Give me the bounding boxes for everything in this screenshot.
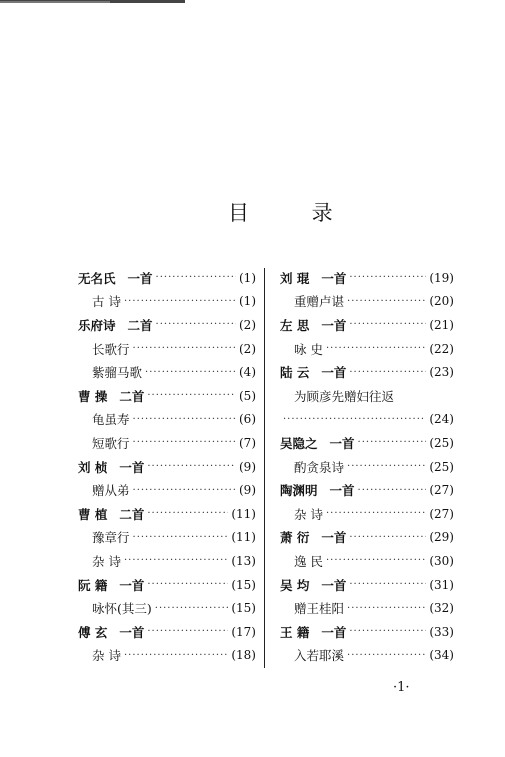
poem-count: 一首 bbox=[321, 530, 347, 546]
leader-dots bbox=[349, 367, 426, 378]
poem-count: 二首 bbox=[127, 317, 153, 333]
toc-poem-entry[interactable] bbox=[280, 644, 454, 668]
poem-title: 入若耶溪 bbox=[294, 648, 345, 664]
author-name: 王 籍 bbox=[280, 624, 310, 640]
page-title: 目 录 bbox=[228, 201, 361, 225]
toc-poem-entry[interactable] bbox=[78, 431, 256, 455]
poem-title: 酌贪泉诗 bbox=[294, 459, 345, 475]
leader-dots bbox=[147, 508, 228, 519]
toc-author-entry[interactable] bbox=[78, 313, 256, 337]
toc-poem-entry[interactable] bbox=[78, 408, 256, 432]
author-name: 吴隐之 bbox=[280, 435, 318, 451]
page-reference: (7) bbox=[239, 435, 256, 450]
author-name: 阮 籍 bbox=[78, 577, 108, 593]
leader-dots bbox=[155, 603, 229, 614]
toc-poem-entry[interactable] bbox=[78, 337, 256, 361]
leader-dots bbox=[347, 296, 426, 307]
poem-title: 杂 诗 bbox=[92, 553, 121, 569]
page-reference: (22) bbox=[429, 341, 454, 356]
page-reference: (1) bbox=[239, 294, 256, 309]
leader-dots bbox=[358, 485, 427, 496]
author-name: 曹 植 bbox=[78, 506, 108, 522]
poem-title: 龟虽寿 bbox=[92, 412, 130, 428]
page-reference: (31) bbox=[429, 577, 454, 592]
leader-dots bbox=[326, 343, 426, 354]
toc-author-entry[interactable] bbox=[280, 360, 454, 384]
page-reference: (27) bbox=[429, 506, 454, 521]
author-name: 萧 衍 bbox=[280, 530, 310, 546]
page-reference: (32) bbox=[429, 601, 454, 616]
poem-title: 咏 史 bbox=[294, 341, 323, 357]
poem-title: 为顾彦先赠妇往返 bbox=[294, 388, 395, 404]
toc-right-column bbox=[280, 266, 454, 667]
toc-author-entry[interactable] bbox=[280, 266, 454, 290]
leader-dots bbox=[133, 343, 236, 354]
toc-poem-entry[interactable] bbox=[78, 596, 256, 620]
page-reference: (17) bbox=[231, 624, 256, 639]
poem-count: 一首 bbox=[119, 624, 145, 640]
leader-dots bbox=[349, 626, 426, 637]
poem-count: 一首 bbox=[119, 459, 145, 475]
toc-author-entry[interactable] bbox=[280, 573, 454, 597]
page-reference: (15) bbox=[231, 577, 256, 592]
poem-title: 杂 诗 bbox=[294, 506, 323, 522]
leader-dots bbox=[147, 461, 236, 472]
leader-dots bbox=[133, 532, 229, 543]
toc-author-entry[interactable] bbox=[280, 313, 454, 337]
toc-poem-entry[interactable] bbox=[280, 290, 454, 314]
toc-poem-entry[interactable] bbox=[78, 290, 256, 314]
page-reference: (30) bbox=[429, 553, 454, 568]
page-number: ·1· bbox=[393, 680, 410, 695]
author-name: 乐府诗 bbox=[78, 317, 116, 333]
page-reference: (23) bbox=[429, 365, 454, 380]
toc-poem-entry[interactable] bbox=[280, 455, 454, 479]
page-reference: (33) bbox=[429, 624, 454, 639]
leader-dots bbox=[347, 461, 426, 472]
poem-title: 逸 民 bbox=[294, 553, 323, 569]
page-reference: (2) bbox=[239, 317, 256, 332]
author-name: 曹 操 bbox=[78, 388, 108, 404]
poem-count: 一首 bbox=[329, 435, 355, 451]
toc-poem-entry[interactable] bbox=[280, 549, 454, 573]
poem-title: 赠从弟 bbox=[92, 483, 130, 499]
poem-title: 短歌行 bbox=[92, 435, 130, 451]
toc-poem-entry[interactable] bbox=[78, 360, 256, 384]
poem-count: 一首 bbox=[321, 270, 347, 286]
leader-dots bbox=[124, 555, 228, 566]
leader-dots bbox=[124, 296, 236, 307]
leader-dots bbox=[133, 437, 236, 448]
poem-count: 一首 bbox=[119, 577, 145, 593]
page-reference: (1) bbox=[239, 270, 256, 285]
toc-author-entry[interactable] bbox=[78, 266, 256, 290]
author-name: 吴 均 bbox=[280, 577, 310, 593]
toc-author-entry[interactable] bbox=[280, 478, 454, 502]
poem-count: 一首 bbox=[321, 365, 347, 381]
page-reference: (29) bbox=[429, 530, 454, 545]
page-reference: (24) bbox=[429, 412, 454, 427]
leader-dots bbox=[283, 414, 426, 425]
leader-dots bbox=[349, 272, 426, 283]
toc-poem-entry[interactable] bbox=[78, 549, 256, 573]
leader-dots bbox=[145, 367, 236, 378]
column-divider bbox=[264, 268, 265, 668]
author-name: 刘 琨 bbox=[280, 270, 310, 286]
leader-dots bbox=[326, 508, 426, 519]
poem-title: 咏怀(其三) bbox=[92, 601, 152, 617]
page-reference: (9) bbox=[239, 459, 256, 474]
author-name: 陶渊明 bbox=[280, 483, 318, 499]
author-name: 傅 玄 bbox=[78, 624, 108, 640]
poem-title: 赠王桂阳 bbox=[294, 601, 345, 617]
page-reference: (6) bbox=[239, 412, 256, 427]
toc-author-entry[interactable] bbox=[280, 620, 454, 644]
page-reference: (34) bbox=[429, 648, 454, 663]
page-reference: (9) bbox=[239, 483, 256, 498]
page-reference: (21) bbox=[429, 317, 454, 332]
toc-poem-entry[interactable] bbox=[78, 526, 256, 550]
poem-count: 二首 bbox=[119, 506, 145, 522]
page-reference: (5) bbox=[239, 388, 256, 403]
page-reference: (2) bbox=[239, 341, 256, 356]
scan-edge-mark-secondary bbox=[0, 1, 110, 3]
toc-poem-entry[interactable] bbox=[280, 408, 454, 432]
toc-author-entry[interactable] bbox=[280, 526, 454, 550]
poem-count: 二首 bbox=[119, 388, 145, 404]
leader-dots bbox=[347, 650, 426, 661]
toc-author-entry[interactable] bbox=[78, 384, 256, 408]
leader-dots bbox=[147, 579, 228, 590]
poem-count: 一首 bbox=[321, 577, 347, 593]
leader-dots bbox=[147, 390, 236, 401]
toc-author-entry[interactable] bbox=[78, 502, 256, 526]
page-reference: (25) bbox=[429, 435, 454, 450]
poem-count: 一首 bbox=[127, 270, 153, 286]
page-reference: (11) bbox=[231, 506, 256, 521]
poem-title: 紫骝马歌 bbox=[92, 365, 143, 381]
leader-dots bbox=[156, 319, 236, 330]
page-reference: (25) bbox=[429, 459, 454, 474]
leader-dots bbox=[147, 626, 228, 637]
poem-title: 长歌行 bbox=[92, 341, 130, 357]
author-name: 陆 云 bbox=[280, 365, 310, 381]
toc-author-entry[interactable] bbox=[78, 455, 256, 479]
toc-poem-entry[interactable] bbox=[280, 502, 454, 526]
page-reference: (4) bbox=[239, 365, 256, 380]
poem-title: 重赠卢谌 bbox=[294, 294, 345, 310]
toc-poem-entry[interactable] bbox=[280, 596, 454, 620]
poem-count: 一首 bbox=[321, 624, 347, 640]
toc-author-entry[interactable] bbox=[280, 431, 454, 455]
toc-author-entry[interactable] bbox=[78, 573, 256, 597]
poem-title: 古 诗 bbox=[92, 294, 121, 310]
page-reference: (20) bbox=[429, 294, 454, 309]
poem-title: 杂 诗 bbox=[92, 648, 121, 664]
toc-author-entry[interactable] bbox=[78, 620, 256, 644]
author-name: 刘 桢 bbox=[78, 459, 108, 475]
page-reference: (15) bbox=[231, 601, 256, 616]
leader-dots bbox=[124, 650, 228, 661]
poem-title: 豫章行 bbox=[92, 530, 130, 546]
page-reference: (19) bbox=[429, 270, 454, 285]
leader-dots bbox=[349, 532, 426, 543]
toc-poem-entry[interactable] bbox=[280, 337, 454, 361]
page-reference: (27) bbox=[429, 483, 454, 498]
author-name: 左 思 bbox=[280, 317, 310, 333]
page-reference: (13) bbox=[231, 553, 256, 568]
author-name: 无名氏 bbox=[78, 270, 116, 286]
poem-count: 一首 bbox=[321, 317, 347, 333]
toc-poem-entry[interactable] bbox=[78, 644, 256, 668]
leader-dots bbox=[133, 414, 236, 425]
leader-dots bbox=[326, 555, 426, 566]
leader-dots bbox=[133, 485, 236, 496]
page-reference: (11) bbox=[231, 530, 256, 545]
page-reference: (18) bbox=[231, 648, 256, 663]
toc-poem-entry[interactable] bbox=[78, 478, 256, 502]
leader-dots bbox=[347, 603, 426, 614]
leader-dots bbox=[358, 437, 427, 448]
poem-count: 一首 bbox=[329, 483, 355, 499]
toc-left-column bbox=[78, 266, 256, 667]
leader-dots bbox=[349, 579, 426, 590]
toc-poem-entry[interactable] bbox=[280, 384, 454, 408]
leader-dots bbox=[156, 272, 236, 283]
leader-dots bbox=[349, 319, 426, 330]
